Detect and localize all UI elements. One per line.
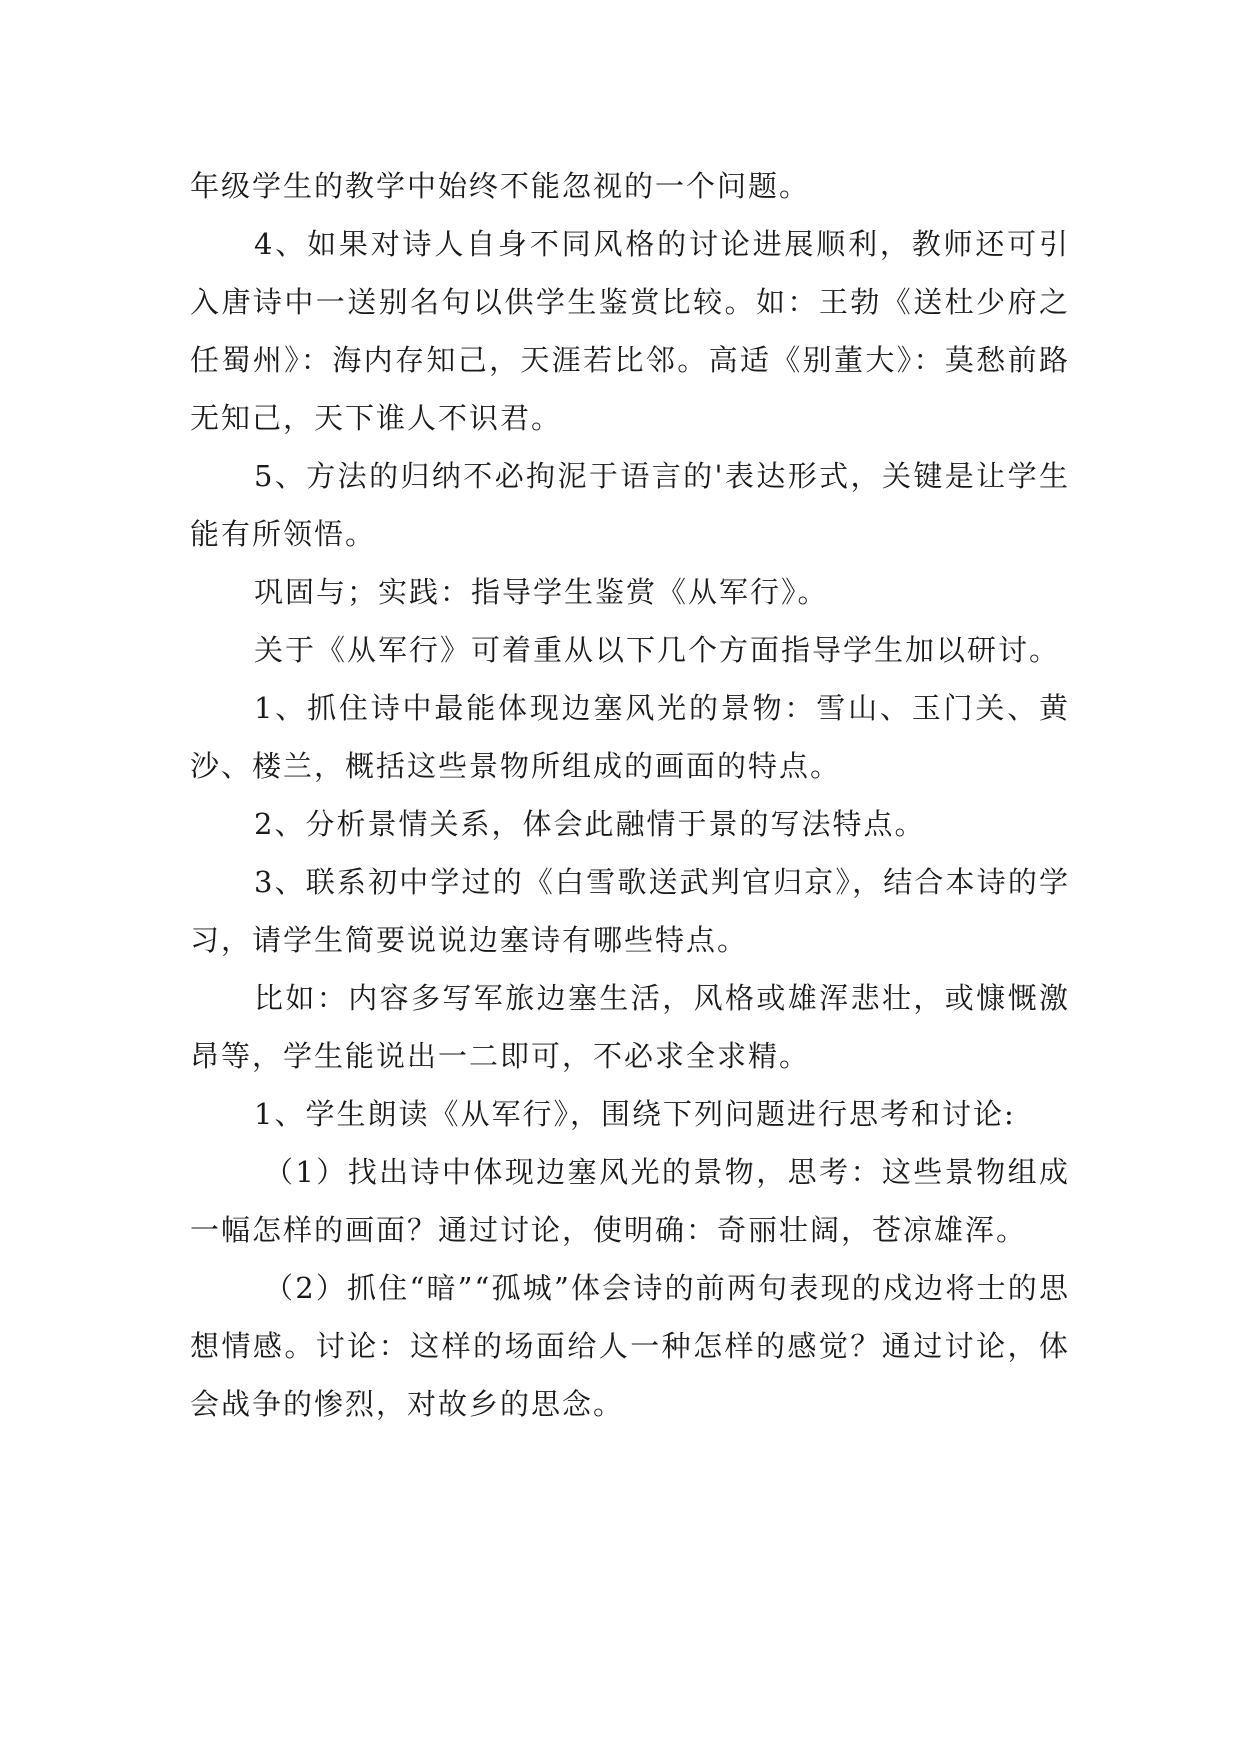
paragraph-practice-heading: 巩固与；实践：指导学生鉴赏《从军行》。 [254, 575, 829, 609]
paragraph-item-1: 1、抓住诗中最能体现边塞风光的景物：雪山、玉门关、黄沙、楼兰，概括这些景物所组成的画面的特点。 [190, 691, 1070, 783]
paragraph-point-5: 5、方法的归纳不必拘泥于语言的'表达形式，关键是让学生能有所领悟。 [190, 459, 1070, 551]
paragraph-question-1: （1）找出诗中体现边塞风光的景物，思考：这些景物组成一幅怎样的画面？通过讨论，使明确：奇丽壮阔，苍凉雄浑。 [190, 1155, 1070, 1247]
paragraph-point-4: 4、如果对诗人自身不同风格的讨论进展顺利，教师还可引入唐诗中一送别名句以供学生鉴赏比较。如：王勃《送杜少府之任蜀州》：海内存知己，天涯若比邻。高适《别董大》：莫愁前路无知己，天下谁人不识君。 [190, 227, 1070, 435]
paragraph-item-2: 2、分析景情关系，体会此融情于景的写法特点。 [254, 807, 926, 841]
paragraph-activity-1: 1、学生朗读《从军行》，围绕下列问题进行思考和讨论: [254, 1097, 1016, 1131]
paragraph-example: 比如：内容多写军旅边塞生活，风格或雄浑悲壮，或慷慨激昂等，学生能说出一二即可，不必求全求精。 [190, 981, 1070, 1073]
document-body [190, 157, 1070, 1433]
paragraph-item-3: 3、联系初中学过的《白雪歌送武判官归京》，结合本诗的学习，请学生简要说说边塞诗有哪些特点。 [190, 865, 1070, 957]
paragraph-continuation: 年级学生的教学中始终不能忽视的一个问题。 [190, 169, 811, 203]
paragraph-intro: 关于《从军行》可着重从以下几个方面指导学生加以研讨。 [254, 633, 1061, 667]
paragraph-question-2: （2）抓住“暗”“孤城”体会诗的前两句表现的戍边将士的思想情感。讨论：这样的场面给人一种怎样的感觉？通过讨论，体会战争的惨烈，对故乡的思念。 [190, 1271, 1070, 1421]
